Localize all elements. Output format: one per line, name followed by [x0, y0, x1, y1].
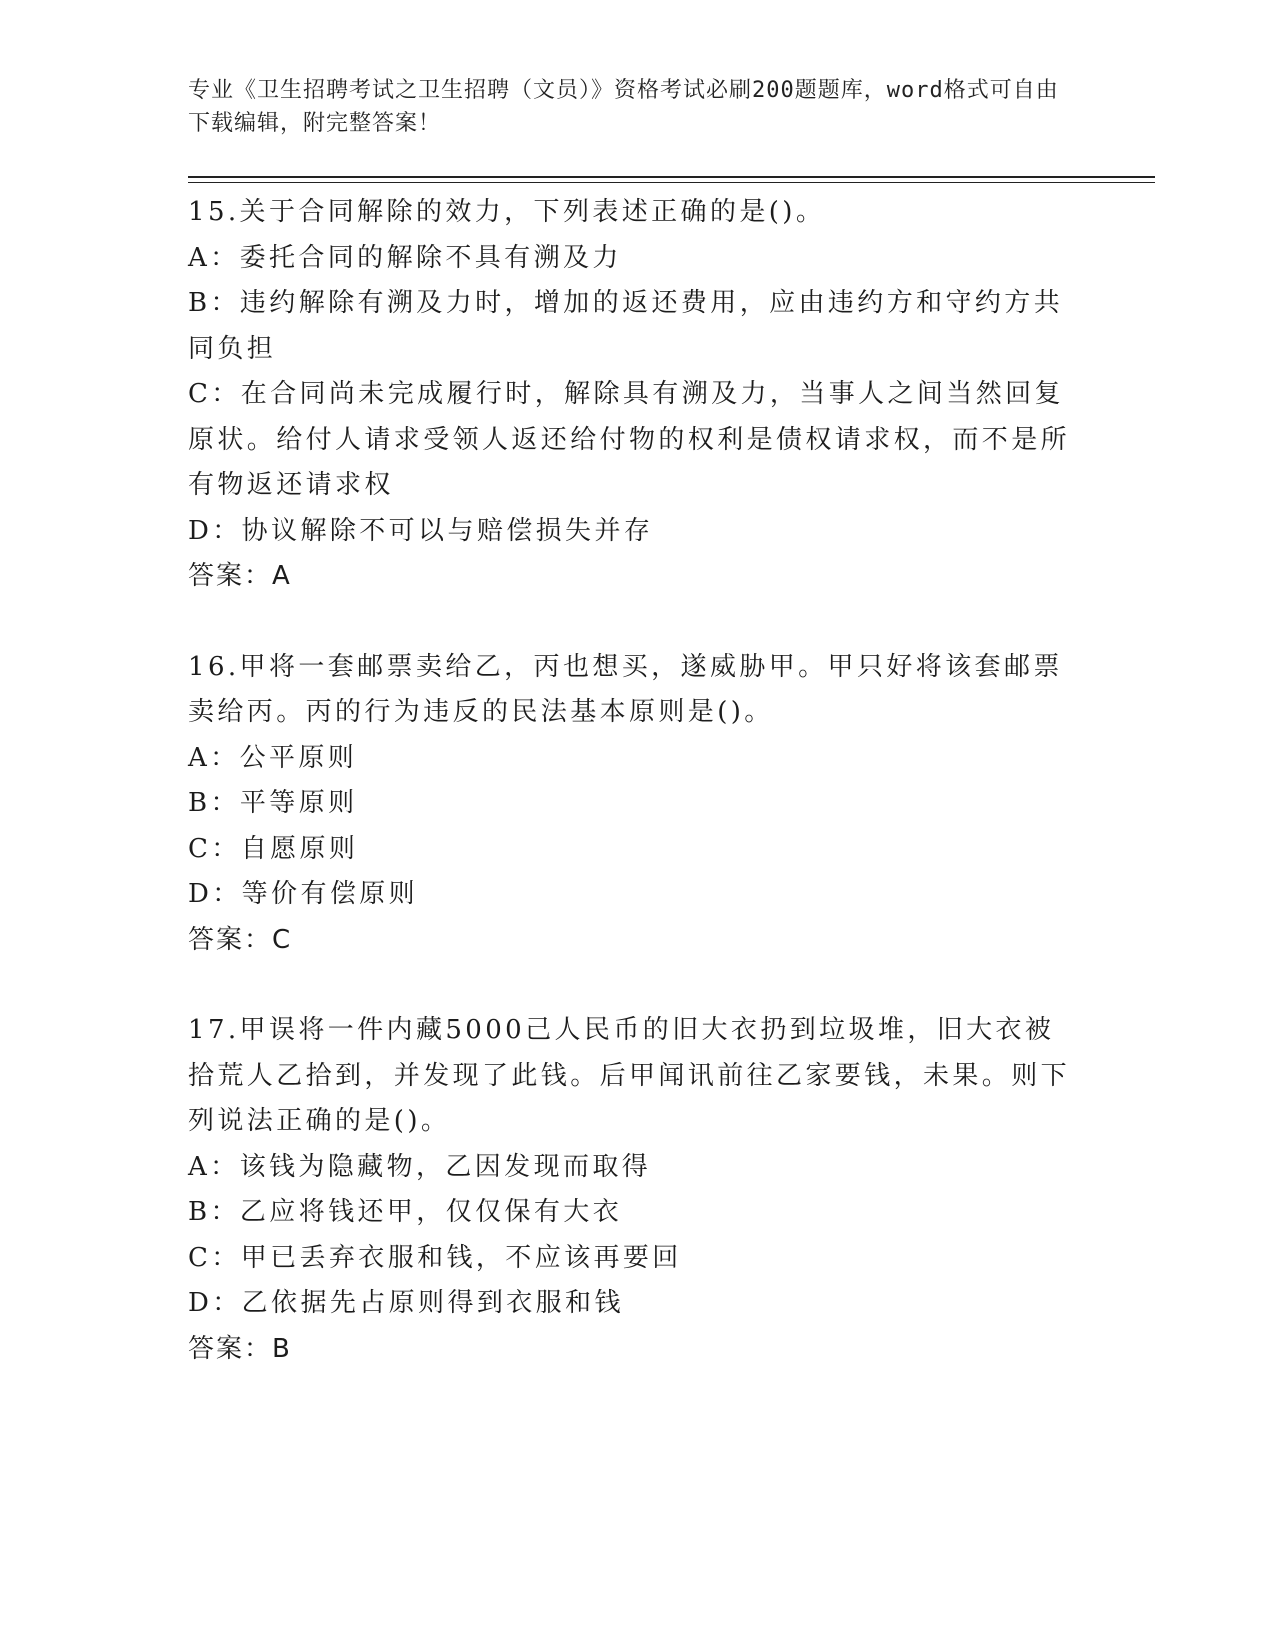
header-rule-thick	[188, 176, 1155, 178]
option-a: A：公平原则	[188, 742, 358, 773]
answer: 答案：C	[188, 924, 293, 955]
question-list	[188, 190, 1083, 1372]
question-15	[188, 190, 1083, 600]
document-header: 专业《卫生招聘考试之卫生招聘（文员）》资格考试必刷200题题库，word格式可自由下载编辑，附完整答案！	[188, 78, 1059, 136]
question-spacer	[188, 963, 1083, 1008]
header-rule-thin	[188, 182, 1155, 183]
option-a: A：委托合同的解除不具有溯及力	[188, 242, 622, 273]
question-stem: 15.关于合同解除的效力，下列表述正确的是()。	[188, 197, 826, 227]
option-b: B：平等原则	[188, 788, 358, 818]
question-stem: 16.甲将一套邮票卖给乙，丙也想买，遂威胁甲。甲只好将该套邮票卖给丙。丙的行为违反的民法基本原则是()。	[188, 651, 1063, 727]
option-d: D：乙依据先占原则得到衣服和钱	[188, 1288, 624, 1318]
option-a: A：该钱为隐藏物，乙因发现而取得	[188, 1151, 652, 1182]
option-b: B：乙应将钱还甲，仅仅保有大衣	[188, 1197, 623, 1227]
question-stem: 17.甲误将一件内藏5000己人民币的旧大衣扔到垃圾堆，旧大衣被拾荒人乙拾到，并发现了此钱。后甲闻讯前往乙家要钱，未果。则下列说法正确的是()。	[188, 1015, 1071, 1136]
option-b: B：违约解除有溯及力时，增加的返还费用，应由违约方和守约方共同负担	[188, 288, 1064, 364]
question-16	[188, 645, 1083, 964]
option-c: C：自愿原则	[188, 833, 359, 864]
question-spacer	[188, 600, 1083, 645]
option-d: D：等价有偿原则	[188, 879, 419, 909]
option-c: C：在合同尚未完成履行时，解除具有溯及力，当事人之间当然回复原状。给付人请求受领人返还给付物的权利是债权请求权，而不是所有物返还请求权	[188, 379, 1071, 500]
option-c: C：甲已丢弃衣服和钱，不应该再要回	[188, 1242, 682, 1273]
answer: 答案：B	[188, 1333, 292, 1364]
option-d: D：协议解除不可以与赔偿损失并存	[188, 515, 654, 546]
answer: 答案：A	[188, 561, 292, 591]
question-17	[188, 1008, 1083, 1372]
